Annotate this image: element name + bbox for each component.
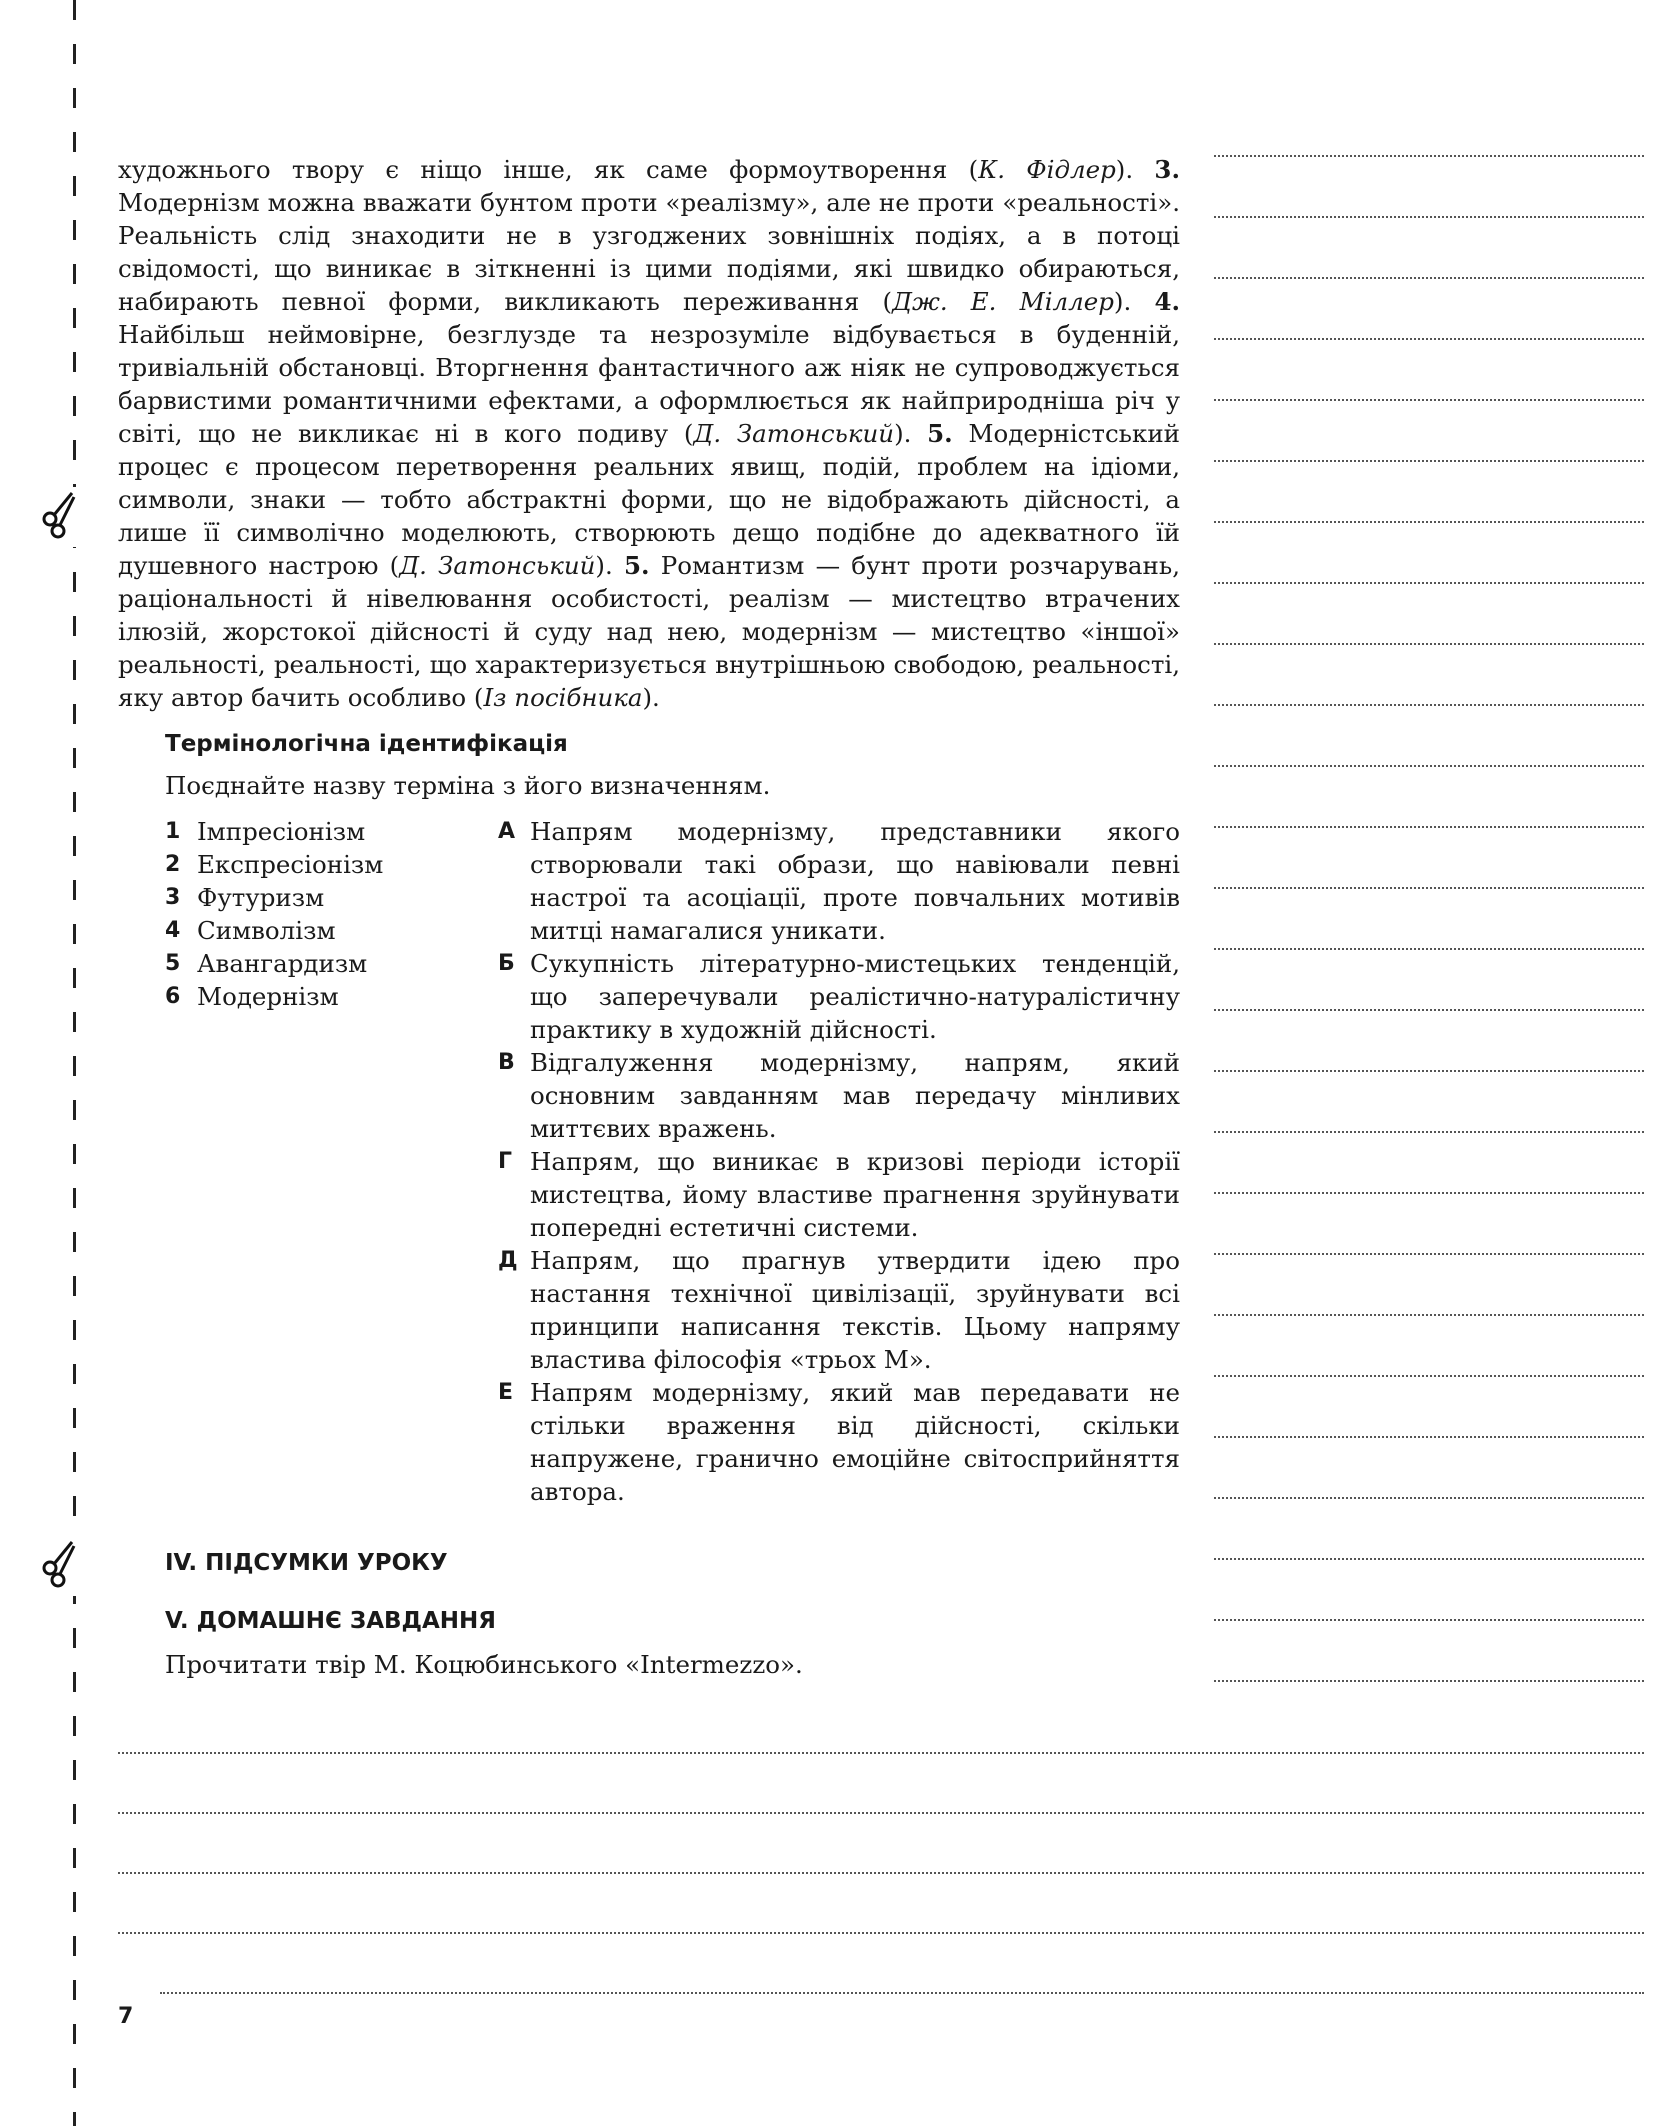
note-line bbox=[1214, 1314, 1644, 1316]
definition-letter: Е bbox=[498, 1380, 514, 1405]
note-line bbox=[1214, 765, 1644, 767]
note-line bbox=[1214, 1009, 1644, 1011]
term-number: 5 bbox=[165, 951, 181, 976]
body-paragraph bbox=[118, 153, 1180, 714]
term-number: 2 bbox=[165, 852, 181, 877]
definition-letter: Б bbox=[498, 951, 515, 976]
homework-text: Прочитати твір М. Коцюбинського «Intermezzo». bbox=[165, 1650, 803, 1679]
term-item bbox=[165, 881, 485, 914]
definition-letter: Г bbox=[498, 1149, 513, 1174]
definition-letter: А bbox=[498, 819, 516, 844]
scissors-icon bbox=[38, 487, 84, 547]
note-line bbox=[1214, 1253, 1644, 1255]
term-item bbox=[165, 914, 485, 947]
definitions-list bbox=[498, 815, 1180, 1508]
item-number: 4. bbox=[1154, 287, 1181, 316]
definition-letter: Д bbox=[498, 1248, 518, 1273]
scissors-icon bbox=[38, 1536, 84, 1596]
summary-heading: IV. ПІДСУМКИ УРОКУ bbox=[165, 1550, 448, 1576]
term-item bbox=[165, 848, 485, 881]
body-text-run: Романтизм — бунт проти розчарувань, раціональності й нівелювання особистості, реалізм — мистецтво втрачених ілюзій, жорстокої дійсності й суду над нею, модернізм — мистецтво «іншої» реальності, реальності, що характеризується внутрішньою свободою, реальності, яку автор бачить особливо ( bbox=[118, 551, 1180, 712]
note-line bbox=[1214, 1375, 1644, 1377]
term-name: Авангардизм bbox=[197, 949, 368, 978]
note-line bbox=[1214, 155, 1644, 157]
definition-text: Напрям модернізму, який мав передавати не стільки враження від дійсності, скільки напружене, гранично емоційне світосприйняття автора. bbox=[530, 1378, 1180, 1506]
note-line bbox=[1214, 521, 1644, 523]
term-name: Символізм bbox=[197, 916, 336, 945]
homework-heading: V. ДОМАШНЄ ЗАВДАННЯ bbox=[165, 1608, 497, 1634]
note-line bbox=[160, 1992, 1644, 1994]
body-text-run: ). bbox=[595, 551, 624, 580]
definition-text: Напрям, що прагнув утвердити ідею про настання технічної цивілізації, зруйнувати всі принципи написання текстів. Цьому напряму властива філософія «трьох М». bbox=[530, 1246, 1180, 1374]
definition-text: Напрям, що виникає в кризові періоди історії мистецтва, йому властиве прагнення зруйнувати попередні естетичні системи. bbox=[530, 1147, 1180, 1242]
term-item bbox=[165, 815, 485, 848]
definition-item bbox=[498, 1376, 1180, 1508]
note-line bbox=[1214, 399, 1644, 401]
term-name: Модернізм bbox=[197, 982, 339, 1011]
body-text-run: ). bbox=[642, 683, 660, 712]
item-number: 5. bbox=[624, 551, 650, 580]
page-number: 7 bbox=[118, 2004, 134, 2029]
definition-text: Сукупність літературно-мистецьких тенденцій, що заперечували реалістично-натуралістичну практику в художній дійсності. bbox=[530, 949, 1180, 1044]
note-line bbox=[1214, 1436, 1644, 1438]
definition-item bbox=[498, 1046, 1180, 1145]
term-item bbox=[165, 980, 485, 1013]
note-line bbox=[1214, 1558, 1644, 1560]
definition-text: Відгалуження модернізму, напрям, який основним завданням мав передачу мінливих миттєвих вражень. bbox=[530, 1048, 1180, 1143]
note-line bbox=[1214, 948, 1644, 950]
term-name: Футуризм bbox=[197, 883, 325, 912]
note-line bbox=[1214, 1619, 1644, 1621]
body-text-run: ). bbox=[1113, 287, 1155, 316]
note-line bbox=[1214, 1497, 1644, 1499]
note-line bbox=[1214, 216, 1644, 218]
source-citation: Д. Затонський bbox=[399, 551, 596, 580]
body-text-run: ). bbox=[1115, 155, 1155, 184]
note-line bbox=[1214, 1680, 1644, 1682]
source-citation: Із посібника bbox=[483, 683, 643, 712]
note-line bbox=[1214, 1192, 1644, 1194]
definition-item bbox=[498, 1145, 1180, 1244]
note-line bbox=[118, 1752, 1644, 1754]
note-line bbox=[1214, 1070, 1644, 1072]
term-name: Імпресіонізм bbox=[197, 817, 366, 846]
item-number: 5. bbox=[927, 419, 953, 448]
note-line bbox=[1214, 643, 1644, 645]
terminology-instruction: Поєднайте назву терміна з його визначенням. bbox=[165, 771, 771, 800]
body-text-run: художнього твору є ніщо інше, як саме формоутворення ( bbox=[118, 155, 979, 184]
definition-item bbox=[498, 1244, 1180, 1376]
note-line bbox=[1214, 277, 1644, 279]
source-citation: Д. Затонський bbox=[693, 419, 895, 448]
note-line bbox=[118, 1932, 1644, 1934]
term-number: 1 bbox=[165, 819, 181, 844]
note-line bbox=[1214, 704, 1644, 706]
terminology-heading: Термінологічна ідентифікація bbox=[165, 731, 568, 757]
body-text-run: Модерністський процес є процесом перетворення реальних явищ, подій, проблем на ідіоми, символи, знаки — тобто абстрактні форми, що не відображають дійсності, а лише її символічно моделюють, створюють дещо подібне до адекватного їй душевного настрою ( bbox=[118, 419, 1180, 580]
note-line bbox=[1214, 1131, 1644, 1133]
note-line bbox=[1214, 460, 1644, 462]
body-text-run: ). bbox=[894, 419, 928, 448]
term-number: 3 bbox=[165, 885, 181, 910]
note-line bbox=[118, 1812, 1644, 1814]
definition-item bbox=[498, 947, 1180, 1046]
note-line bbox=[118, 1872, 1644, 1874]
term-item bbox=[165, 947, 485, 980]
note-line bbox=[1214, 582, 1644, 584]
source-citation: К. Фідлер bbox=[978, 155, 1116, 184]
term-number: 6 bbox=[165, 984, 181, 1009]
source-citation: Дж. Е. Міллер bbox=[892, 287, 1114, 316]
note-line bbox=[1214, 338, 1644, 340]
terms-list bbox=[165, 815, 485, 1013]
body-text-run: Модернізм можна вважати бунтом проти «реалізму», але не проти «реальності». Реальність слід знаходити не в узгоджених зовнішніх подіях, а в потоці свідомості, що виникає в зіткненні із цими подіями, які швидко обираються, набирають певної форми, викликають переживання ( bbox=[118, 188, 1180, 316]
cut-line bbox=[73, 0, 76, 2126]
definition-item bbox=[498, 815, 1180, 947]
term-name: Експресіонізм bbox=[197, 850, 384, 879]
body-text-run: Найбільш неймовірне, безглузде та незрозуміле відбувається в буденній, тривіальній обстановці. Вторгнення фантастичного аж ніяк не супроводжується барвистими романтичними ефектами, а оформлюється як найприродніша річ у світі, що не викликає ні в кого подиву ( bbox=[118, 320, 1180, 448]
item-number: 3. bbox=[1154, 155, 1180, 184]
definition-text: Напрям модернізму, представники якого створювали такі образи, що навіювали певні настрої та асоціації, проте повчальних мотивів митці намагалися уникати. bbox=[530, 817, 1180, 945]
note-line bbox=[1214, 887, 1644, 889]
note-line bbox=[1214, 826, 1644, 828]
definition-letter: В bbox=[498, 1050, 515, 1075]
term-number: 4 bbox=[165, 918, 181, 943]
